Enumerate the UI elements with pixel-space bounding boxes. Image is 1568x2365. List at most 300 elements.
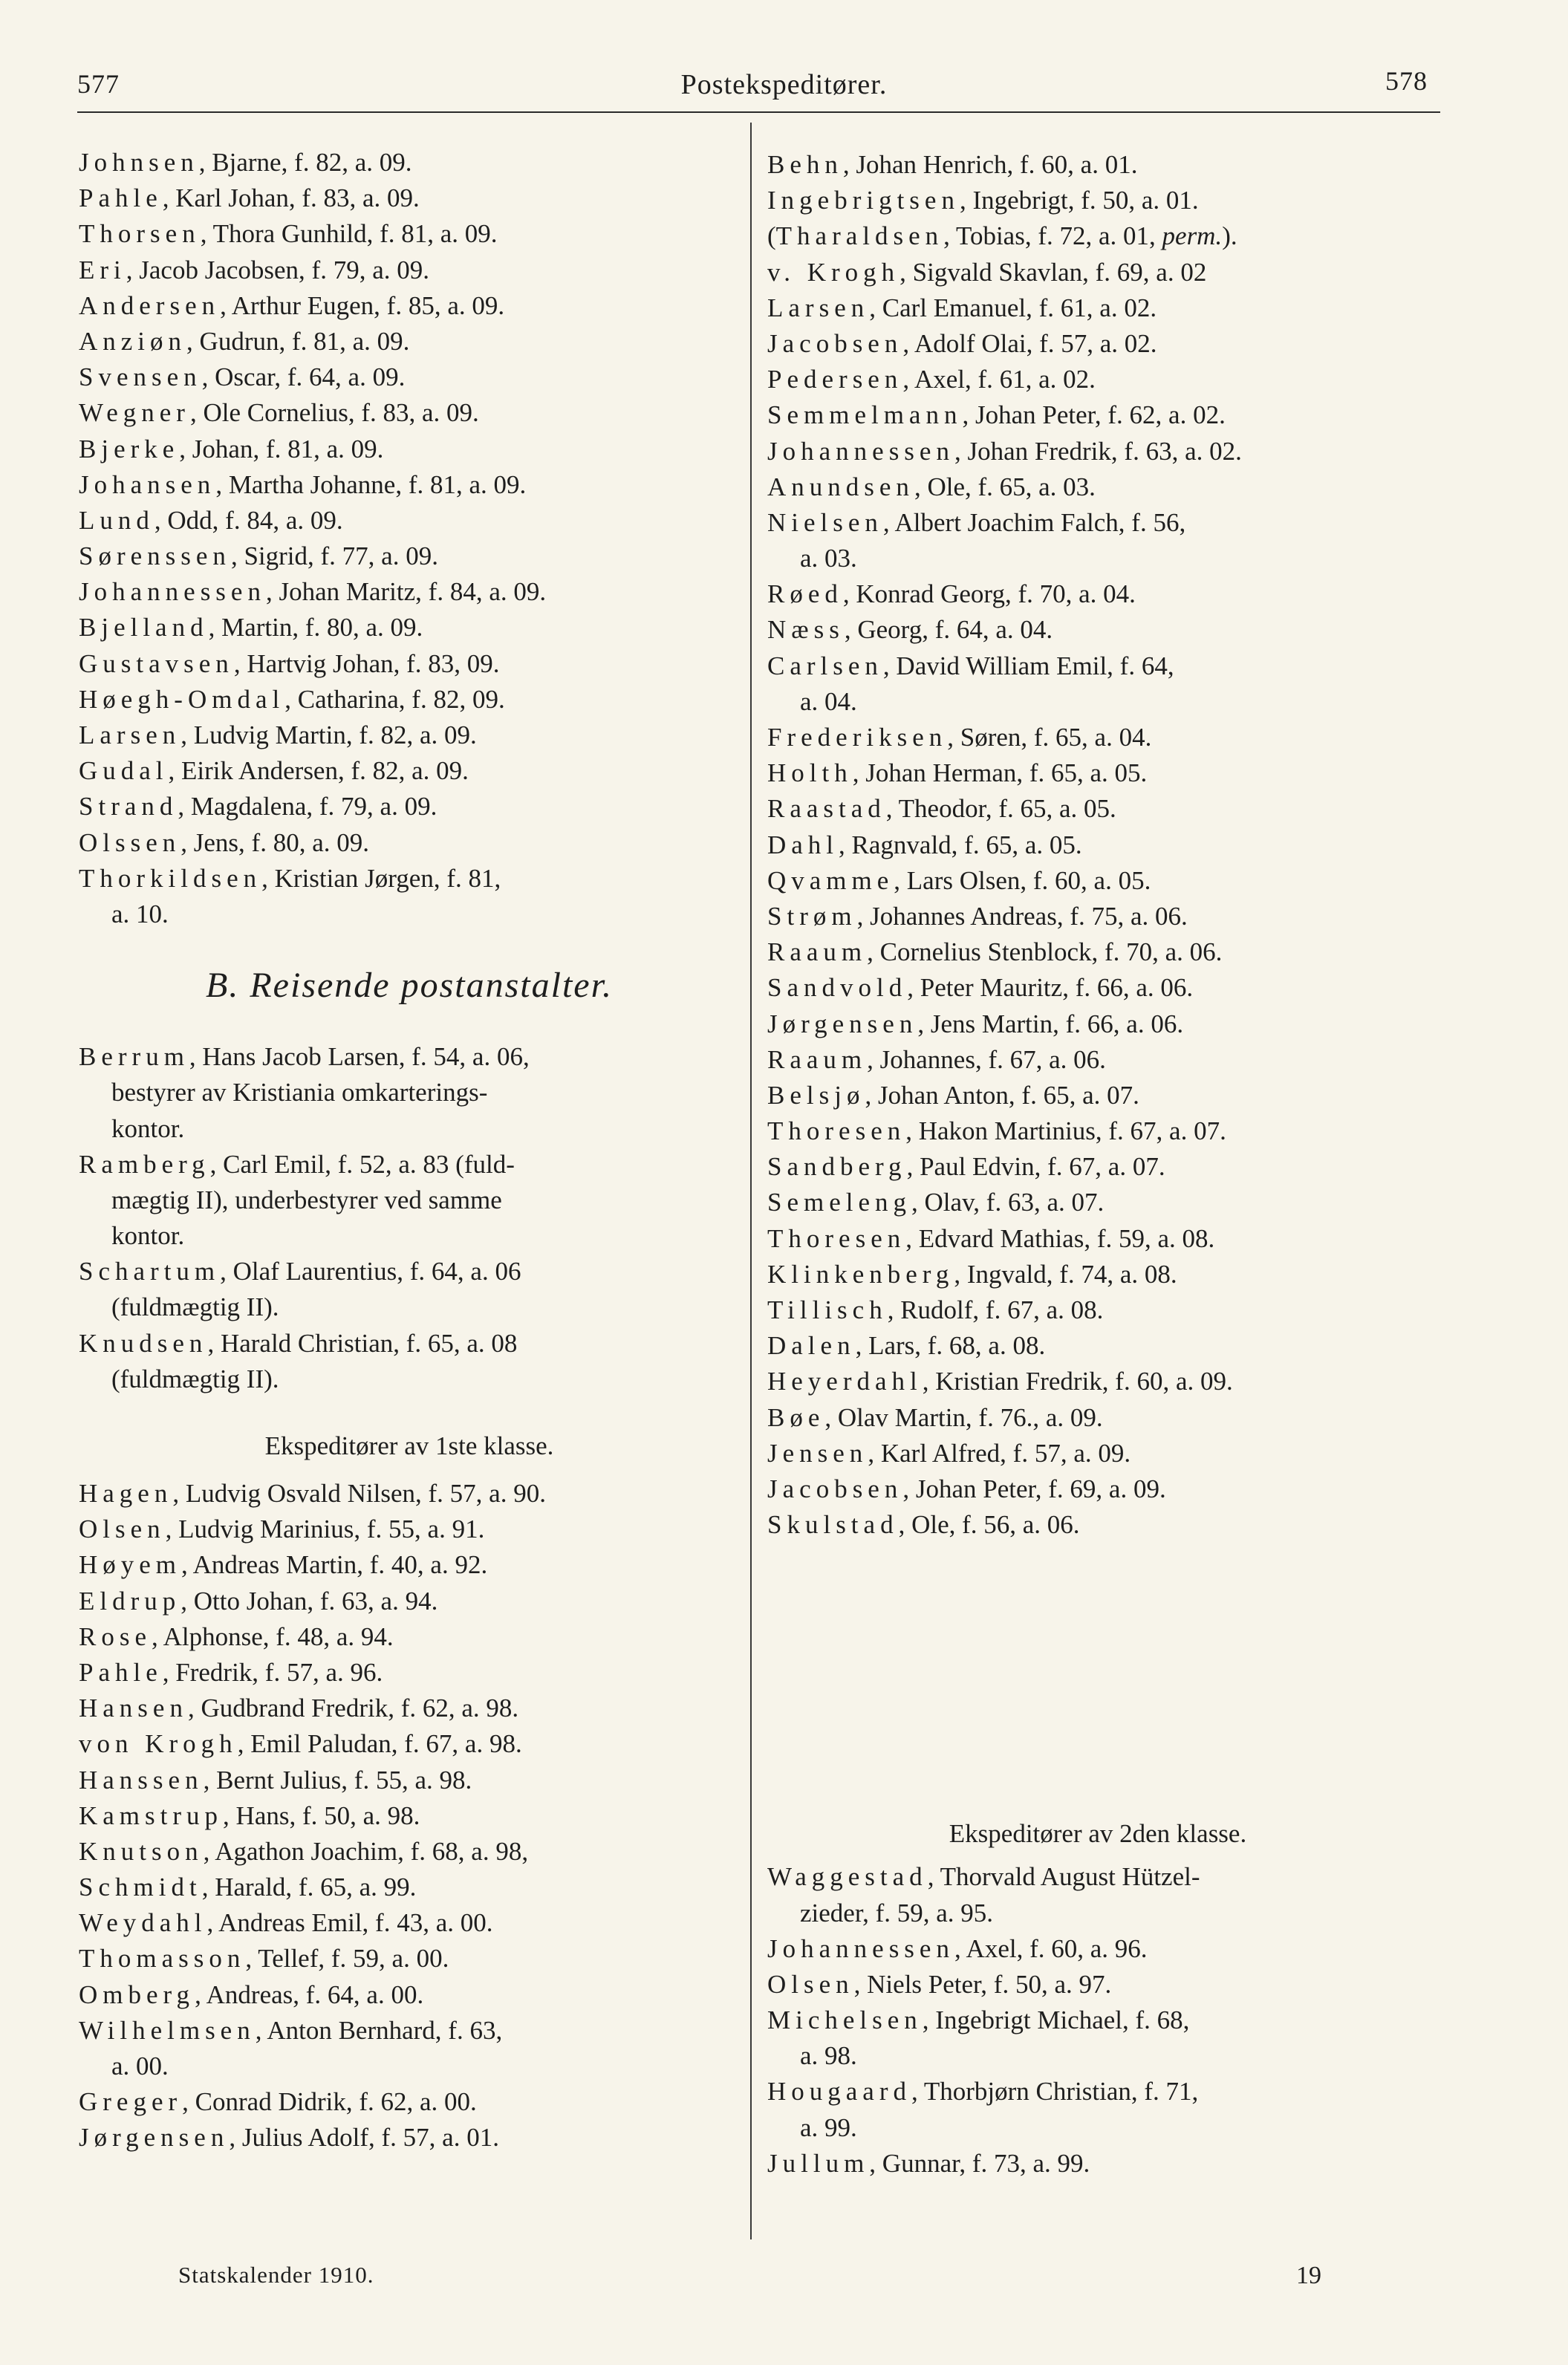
directory-entry [767,397,1428,433]
directory-entry [767,1006,1428,1042]
directory-entry [767,648,1428,720]
entry-line: Johnsen, Bjarne, f. 82, a. 09. [79,148,412,177]
entry-line: Thoresen, Edvard Mathias, f. 59, a. 08. [767,1223,1215,1253]
entry-line: Bjelland, Martin, f. 80, a. 09. [79,613,423,643]
entry-details: Johannes, f. 67, a. 06. [879,1044,1106,1074]
directory-entry [79,467,740,503]
entry-line: Jørgensen, Julius Adolf, f. 57, a. 01. [79,2123,499,2153]
entry-details: Johan Peter, f. 69, a. 09. [915,1474,1166,1503]
entry-details: Konrad Georg, f. 70, a. 04. [856,579,1136,609]
entry-surname: Høyem [79,1550,182,1580]
entry-details: Anton Bernhard, f. 63, [267,2015,503,2045]
entry-surname: Raaum [767,937,868,967]
entry-surname: Semeleng [767,1188,912,1217]
entry-line: Waggestad, Thorvald August Hützel- [767,1862,1200,1892]
directory-entry [767,1471,1428,1507]
directory-entry [767,899,1428,934]
entry-line: Larsen, Carl Emanuel, f. 61, a. 02. [767,293,1157,322]
entry-details: Jens, f. 80, a. 09. [193,827,369,857]
directory-entry [79,360,740,395]
entry-surname: Rose [79,1621,152,1651]
entry-details: Johan Henrich, f. 60, a. 01. [856,150,1138,179]
directory-entry [79,2084,740,2120]
entry-continuation: (fuldmægtig II). [111,1292,279,1322]
entry-line: Pahle, Fredrik, f. 57, a. 96. [79,1657,383,1687]
directory-entry [767,970,1428,1006]
entry-surname: Raastad [767,794,886,824]
entry-line: Schmidt, Harald, f. 65, a. 99. [79,1873,417,1902]
entry-surname: Waggestad [767,1862,928,1892]
entry-details: Tellef, f. 59, a. 00. [258,1944,449,1974]
entry-line: Strøm, Johannes Andreas, f. 75, a. 06. [767,901,1188,931]
entry-details: Edvard Mathias, f. 59, a. 08. [918,1223,1215,1253]
entry-line: Belsjø, Johan Anton, f. 65, a. 07. [767,1080,1139,1110]
directory-entry [767,1185,1428,1220]
entry-line: Nielsen, Albert Joachim Falch, f. 56, [767,507,1186,537]
entry-details: Ludvig Osvald Nilsen, f. 57, a. 90. [185,1479,546,1508]
footer-page-number: 19 [1296,2262,1321,2289]
entry-line: Raaum, Johannes, f. 67, a. 06. [767,1044,1106,1074]
entry-line: Lund, Odd, f. 84, a. 09. [79,505,343,535]
entry-details: Johan Herman, f. 65, a. 05. [865,758,1148,788]
directory-entry [767,1078,1428,1113]
entry-line: Jacobsen, Johan Peter, f. 69, a. 09. [767,1474,1166,1503]
directory-entry [767,1042,1428,1078]
entry-continuation: a. 99. [800,2112,857,2142]
entry-line: Hansen, Gudbrand Fredrik, f. 62, a. 98. [79,1694,519,1723]
entry-details: Johannes Andreas, f. 75, a. 06. [870,901,1188,931]
entry-surname: Klinkenberg [767,1259,954,1289]
entry-line: Klinkenberg, Ingvald, f. 74, a. 08. [767,1259,1177,1289]
entry-line: Raaum, Cornelius Stenblock, f. 70, a. 06. [767,937,1223,967]
entry-line: (Tharaldsen, Tobias, f. 72, a. 01, perm.). [767,221,1237,251]
directory-entry [767,1221,1428,1257]
entry-details: Jacob Jacobsen, f. 79, a. 09. [139,255,429,284]
entry-details: Albert Joachim Falch, f. 56, [894,507,1186,537]
entry-line: Sandberg, Paul Edvin, f. 67, a. 07. [767,1152,1165,1182]
entry-details: Peter Mauritz, f. 66, a. 06. [920,973,1194,1003]
entry-prefix: ( [767,221,776,251]
entry-details: Axel, f. 60, a. 96. [966,1933,1148,1963]
entry-surname: Thorkildsen [79,863,262,893]
entry-details: Ludvig Marinius, f. 55, a. 91. [178,1515,485,1544]
page-number-left: 577 [77,69,120,99]
entry-details: Tobias, f. 72, a. 01, [956,221,1162,251]
directory-entry [767,255,1428,290]
entry-details: Olav, f. 63, a. 07. [924,1188,1105,1217]
entry-line: Qvamme, Lars Olsen, f. 60, a. 05. [767,865,1151,895]
entry-line: Thoresen, Hakon Martinius, f. 67, a. 07. [767,1116,1226,1146]
entry-line: Semmelmann, Johan Peter, f. 62, a. 02. [767,400,1226,430]
entry-details: Eirik Andersen, f. 82, a. 09. [181,756,469,786]
entry-details: Olav Martin, f. 76., a. 09. [837,1402,1103,1432]
entry-surname: von Krogh [79,1729,238,1759]
entry-surname: Semmelmann [767,400,963,430]
directory-entry [767,1859,1428,1930]
directory-entry [767,183,1428,218]
entry-line: Sandvold, Peter Mauritz, f. 66, a. 06. [767,973,1194,1003]
entry-details: Ole, f. 56, a. 06. [911,1510,1080,1540]
column-divider [750,123,752,2239]
entry-details: Andreas Martin, f. 40, a. 92. [192,1550,488,1580]
entry-surname: Gudal [79,756,169,786]
entry-line: Andersen, Arthur Eugen, f. 85, a. 09. [79,290,505,320]
directory-entry [79,682,740,718]
directory-entry [79,1039,740,1147]
entry-line: Weydahl, Andreas Emil, f. 43, a. 00. [79,1908,493,1938]
entry-details: Hakon Martinius, f. 67, a. 07. [918,1116,1226,1146]
entry-surname: Næss [767,615,845,645]
entry-details: Ludvig Martin, f. 82, a. 09. [193,720,477,749]
directory-entry [79,1547,740,1583]
entry-surname: Larsen [79,720,181,749]
right-entries [767,147,1428,1543]
entry-line: Johannessen, Axel, f. 60, a. 96. [767,1933,1148,1963]
directory-entry [767,1292,1428,1328]
directory-entry [79,789,740,824]
entry-surname: Thorsen [79,219,201,249]
entry-surname: Olsen [767,1969,854,1999]
entry-line: Anundsen, Ole, f. 65, a. 03. [767,472,1096,501]
entry-details: Adolf Olai, f. 57, a. 02. [914,328,1157,358]
entry-line: Gudal, Eirik Andersen, f. 82, a. 09. [79,756,469,786]
entry-details: Cornelius Stenblock, f. 70, a. 06. [879,937,1223,967]
entry-line: Svensen, Oscar, f. 64, a. 09. [79,362,406,392]
directory-entry [79,646,740,682]
directory-entry [767,2146,1428,2182]
entry-line: Høyem, Andreas Martin, f. 40, a. 92. [79,1550,488,1580]
directory-entry [79,2120,740,2156]
entry-surname: Qvamme [767,865,894,895]
entry-surname: Johannessen [79,577,266,607]
entry-surname: Pahle [79,183,163,213]
page-number-right: 578 [1385,66,1428,96]
entry-details: David William Emil, f. 64, [896,651,1174,680]
entry-surname: Thoresen [767,1116,906,1146]
entry-line: Høegh-Omdal, Catharina, f. 82, 09. [79,684,505,714]
entry-line: Berrum, Hans Jacob Larsen, f. 54, a. 06, [79,1042,530,1072]
entry-surname: v. Krogh [767,257,900,287]
entry-surname: Høegh-Omdal [79,684,285,714]
entry-line: Anziøn, Gudrun, f. 81, a. 09. [79,326,410,356]
entry-line: Ingebrigtsen, Ingebrigt, f. 50, a. 01. [767,186,1199,215]
entry-line: Pedersen, Axel, f. 61, a. 02. [767,365,1096,394]
entry-line: Olsen, Niels Peter, f. 50, a. 97. [767,1969,1112,1999]
entry-details: Georg, f. 64, a. 04. [857,615,1053,645]
directory-entry [767,1931,1428,1967]
footer-left: Statskalender 1910. [178,2262,374,2288]
running-title: Postekspeditører. [680,69,888,100]
directory-entry [79,1726,740,1762]
entry-surname: Eldrup [79,1586,181,1616]
entry-line: Omberg, Andreas, f. 64, a. 00. [79,1979,424,2009]
entry-line: Semeleng, Olav, f. 63, a. 07. [767,1188,1105,1217]
directory-entry [79,539,740,574]
entry-line: Jacobsen, Adolf Olai, f. 57, a. 02. [767,328,1157,358]
directory-entry [79,1512,740,1547]
entry-details: Ole Cornelius, f. 83, a. 09. [203,398,479,428]
entry-line: Bøe, Olav Martin, f. 76., a. 09. [767,1402,1103,1432]
directory-entry [767,505,1428,576]
entry-line: Jørgensen, Jens Martin, f. 66, a. 06. [767,1009,1184,1038]
entry-surname: Jacobsen [767,328,903,358]
directory-entry [767,362,1428,397]
entry-details: Agathon Joachim, f. 68, a. 98, [215,1836,529,1866]
entry-surname: Anziøn [79,326,187,356]
directory-entry [767,863,1428,899]
directory-entry [79,825,740,861]
entry-surname: Johannessen [767,436,954,466]
entry-surname: Jørgensen [79,2123,230,2153]
entry-line: Skulstad, Ole, f. 56, a. 06. [767,1510,1080,1540]
directory-entry [79,1763,740,1798]
entry-line: Jensen, Karl Alfred, f. 57, a. 09. [767,1438,1131,1468]
entry-line: Johannessen, Johan Maritz, f. 84, a. 09. [79,577,547,607]
directory-entry [79,253,740,288]
entry-line: Ramberg, Carl Emil, f. 52, a. 83 (fuld- [79,1149,515,1179]
entry-surname: Jacobsen [767,1474,903,1503]
entry-details: Hans Jacob Larsen, f. 54, a. 06, [202,1042,530,1072]
entry-surname: Dalen [767,1331,856,1361]
entry-surname: Ramberg [79,1149,210,1179]
entry-line: Kamstrup, Hans, f. 50, a. 98. [79,1800,420,1830]
entry-surname: Belsjø [767,1080,865,1110]
entry-details: Sigrid, f. 77, a. 09. [244,541,438,571]
entry-surname: Røed [767,579,843,609]
entry-surname: Schmidt [79,1873,202,1902]
entry-line: Hanssen, Bernt Julius, f. 55, a. 98. [79,1765,472,1795]
entry-line: Wegner, Ole Cornelius, f. 83, a. 09. [79,398,479,428]
entry-line: v. Krogh, Sigvald Skavlan, f. 69, a. 02 [767,257,1207,287]
entry-surname: Thoresen [767,1223,906,1253]
directory-entry [79,503,740,539]
entry-line: Thorsen, Thora Gunhild, f. 81, a. 09. [79,219,498,249]
directory-entry [767,827,1428,863]
directory-entry [767,1436,1428,1471]
entry-details: Niels Peter, f. 50, a. 97. [867,1969,1112,1999]
entry-surname: Knudsen [79,1328,208,1358]
directory-entry [767,1113,1428,1149]
entry-surname: Olsen [79,1515,166,1544]
directory-entry [79,1798,740,1834]
entry-line: Heyerdahl, Kristian Fredrik, f. 60, a. 09. [767,1367,1233,1396]
entry-suffix: ). [1222,221,1237,251]
directory-entry [79,1254,740,1325]
entry-details: Kristian Jørgen, f. 81, [274,863,501,893]
entry-details: Ragnvald, f. 65, a. 05. [851,830,1082,859]
directory-entry [767,469,1428,505]
directory-entry [767,1364,1428,1399]
entry-surname: Berrum [79,1042,189,1072]
entry-surname: Sandberg [767,1152,907,1182]
entry-line: Olsen, Ludvig Marinius, f. 55, a. 91. [79,1515,485,1544]
entry-surname: Strøm [767,901,857,931]
entry-surname: Johannessen [767,1933,954,1963]
directory-entry [767,1507,1428,1543]
entry-surname: Andersen [79,290,221,320]
entry-details: Johan, f. 81, a. 09. [192,434,384,463]
directory-entry [79,574,740,610]
directory-entry [79,753,740,789]
entry-continuation: kontor. [111,1113,185,1143]
entry-details: Lars Olsen, f. 60, a. 05. [906,865,1151,895]
first-class-title: Ekspeditører av 1ste klasse. [264,1431,554,1460]
entry-line: Jullum, Gunnar, f. 73, a. 99. [767,2148,1090,2178]
entry-line: Olssen, Jens, f. 80, a. 09. [79,827,369,857]
entry-line: Thomasson, Tellef, f. 59, a. 00. [79,1944,449,1974]
entry-details: Johan Peter, f. 62, a. 02. [975,400,1226,430]
entry-line: Schartum, Olaf Laurentius, f. 64, a. 06 [79,1257,521,1286]
entry-details: Bernt Julius, f. 55, a. 98. [216,1765,472,1795]
entry-surname: Pedersen [767,365,903,394]
directory-entry [79,216,740,252]
entry-surname: Lund [79,505,154,535]
directory-entry [79,1691,740,1726]
entry-line: Dahl, Ragnvald, f. 65, a. 05. [767,830,1082,859]
directory-entry [767,934,1428,970]
entry-line: Johansen, Martha Johanne, f. 81, a. 09. [79,469,527,499]
directory-entry [79,718,740,753]
entry-details: Gunnar, f. 73, a. 99. [882,2148,1090,2178]
entry-line: Dalen, Lars, f. 68, a. 08. [767,1331,1046,1361]
entry-details: Andreas Emil, f. 43, a. 00. [218,1908,493,1938]
entry-continuation: a. 10. [111,899,169,928]
entry-details: Johan Fredrik, f. 63, a. 02. [967,436,1242,466]
entry-surname: Holth [767,758,853,788]
directory-entry [79,288,740,324]
directory-entry [767,1328,1428,1364]
entry-line: Tillisch, Rudolf, f. 67, a. 08. [767,1295,1104,1324]
entry-surname: Behn [767,150,843,179]
entry-line: Behn, Johan Henrich, f. 60, a. 01. [767,150,1138,179]
entry-surname: Michelsen [767,2005,923,2035]
directory-entry [79,1655,740,1691]
entry-details: Karl Johan, f. 83, a. 09. [175,183,420,213]
entry-continuation: bestyrer av Kristiania omkarterings- [111,1078,488,1107]
entry-line: Eldrup, Otto Johan, f. 63, a. 94. [79,1586,438,1616]
entry-surname: Sandvold [767,973,908,1003]
entry-details: Karl Alfred, f. 57, a. 09. [880,1438,1131,1468]
entry-line: Strand, Magdalena, f. 79, a. 09. [79,792,437,822]
entry-details: Lars, f. 68, a. 08. [868,1331,1046,1361]
entry-surname: Wilhelmsen [79,2015,256,2045]
entry-surname: Eri [79,255,126,284]
directory-entry [79,1941,740,1977]
entry-surname: Skulstad [767,1510,899,1540]
entry-line: Knutson, Agathon Joachim, f. 68, a. 98, [79,1836,529,1866]
entry-surname: Ingebrigtsen [767,186,960,215]
entry-details: Julius Adolf, f. 57, a. 01. [241,2123,499,2153]
directory-entry [79,1834,740,1870]
directory-entry [79,324,740,360]
entry-surname: Dahl [767,830,839,859]
left-entries [79,145,740,932]
entry-surname: Pahle [79,1657,163,1687]
entry-line: Knudsen, Harald Christian, f. 65, a. 08 [79,1328,518,1358]
entry-surname: Thomasson [79,1944,246,1974]
entry-surname: Kamstrup [79,1800,224,1830]
entry-line: Frederiksen, Søren, f. 65, a. 04. [767,723,1152,752]
directory-entry [79,1619,740,1655]
entry-surname: Jullum [767,2148,870,2178]
entry-details: Odd, f. 84, a. 09. [167,505,343,535]
directory-entry [79,1905,740,1941]
entry-details: Catharina, f. 82, 09. [297,684,505,714]
entry-details: Johan Anton, f. 65, a. 07. [877,1080,1139,1110]
entry-details: Thora Gunhild, f. 81, a. 09. [212,219,498,249]
directory-entry [767,434,1428,469]
entry-details: Thorvald August Hützel- [940,1862,1200,1892]
directory-entry [767,576,1428,612]
entry-details: Hartvig Johan, f. 83, 09. [247,648,500,678]
entry-details: Magdalena, f. 79, a. 09. [190,792,437,822]
entry-line: Michelsen, Ingebrigt Michael, f. 68, [767,2005,1190,2035]
entry-surname: Johansen [79,469,216,499]
directory-entry [79,1147,740,1255]
entry-surname: Hougaard [767,2077,912,2107]
directory-entry [79,1584,740,1619]
entry-surname: Carlsen [767,651,883,680]
entry-surname: Heyerdahl [767,1367,923,1396]
entry-details: Ingebrigt Michael, f. 68, [935,2005,1190,2035]
entry-details: Carl Emanuel, f. 61, a. 02. [882,293,1157,322]
directory-entry [767,1400,1428,1436]
first-class-entries [79,1476,740,2156]
section-b-title: B. Reisende postanstalter. [206,966,613,1006]
directory-entry [767,2003,1428,2074]
entry-continuation: (fuldmægtig II). [111,1364,279,1393]
entry-line: Thorkildsen, Kristian Jørgen, f. 81, [79,863,501,893]
entry-line: Pahle, Karl Johan, f. 83, a. 09. [79,183,420,213]
entry-surname: Johnsen [79,148,199,177]
second-class-entries [767,1859,1428,2182]
entry-details: Paul Edvin, f. 67, a. 07. [920,1152,1165,1182]
directory-entry [79,861,740,932]
entry-details: Ingvald, f. 74, a. 08. [966,1259,1177,1289]
entry-surname: Hanssen [79,1765,204,1795]
header-rule [77,111,1440,113]
entry-details: Jens Martin, f. 66, a. 06. [930,1009,1184,1038]
directory-entry [79,145,740,180]
entry-details: Emil Paludan, f. 67, a. 98. [250,1729,522,1759]
entry-surname: Bjerke [79,434,180,463]
directory-entry [79,1977,740,2013]
entry-details: Andreas, f. 64, a. 00. [206,1979,424,2009]
directory-entry [767,218,1428,254]
entry-surname: Tillisch [767,1295,888,1324]
left-column [79,145,740,2156]
entry-line: Rose, Alphonse, f. 48, a. 94. [79,1621,394,1651]
entry-surname: Greger [79,2087,183,2117]
entry-surname: Sørenssen [79,541,231,571]
entry-details: Alphonse, f. 48, a. 94. [163,1621,394,1651]
entry-surname: Raaum [767,1044,868,1074]
second-class-title: Ekspeditører av 2den klasse. [949,1819,1247,1849]
entry-details: Conrad Didrik, f. 62, a. 00. [195,2087,477,2117]
directory-entry [767,290,1428,326]
entry-surname: Jensen [767,1438,868,1468]
entry-details: Hans, f. 50, a. 98. [235,1800,420,1830]
entry-details: Sigvald Skavlan, f. 69, a. 02 [912,257,1207,287]
entry-details: Martin, f. 80, a. 09. [221,613,423,643]
entry-line: Larsen, Ludvig Martin, f. 82, a. 09. [79,720,477,749]
entry-surname: Jørgensen [767,1009,918,1038]
entry-continuation: kontor. [111,1221,185,1251]
entry-surname: Hagen [79,1479,173,1508]
section-b-entries [79,1039,740,1397]
entry-surname: Omberg [79,1979,195,2009]
entry-surname: Schartum [79,1257,221,1286]
